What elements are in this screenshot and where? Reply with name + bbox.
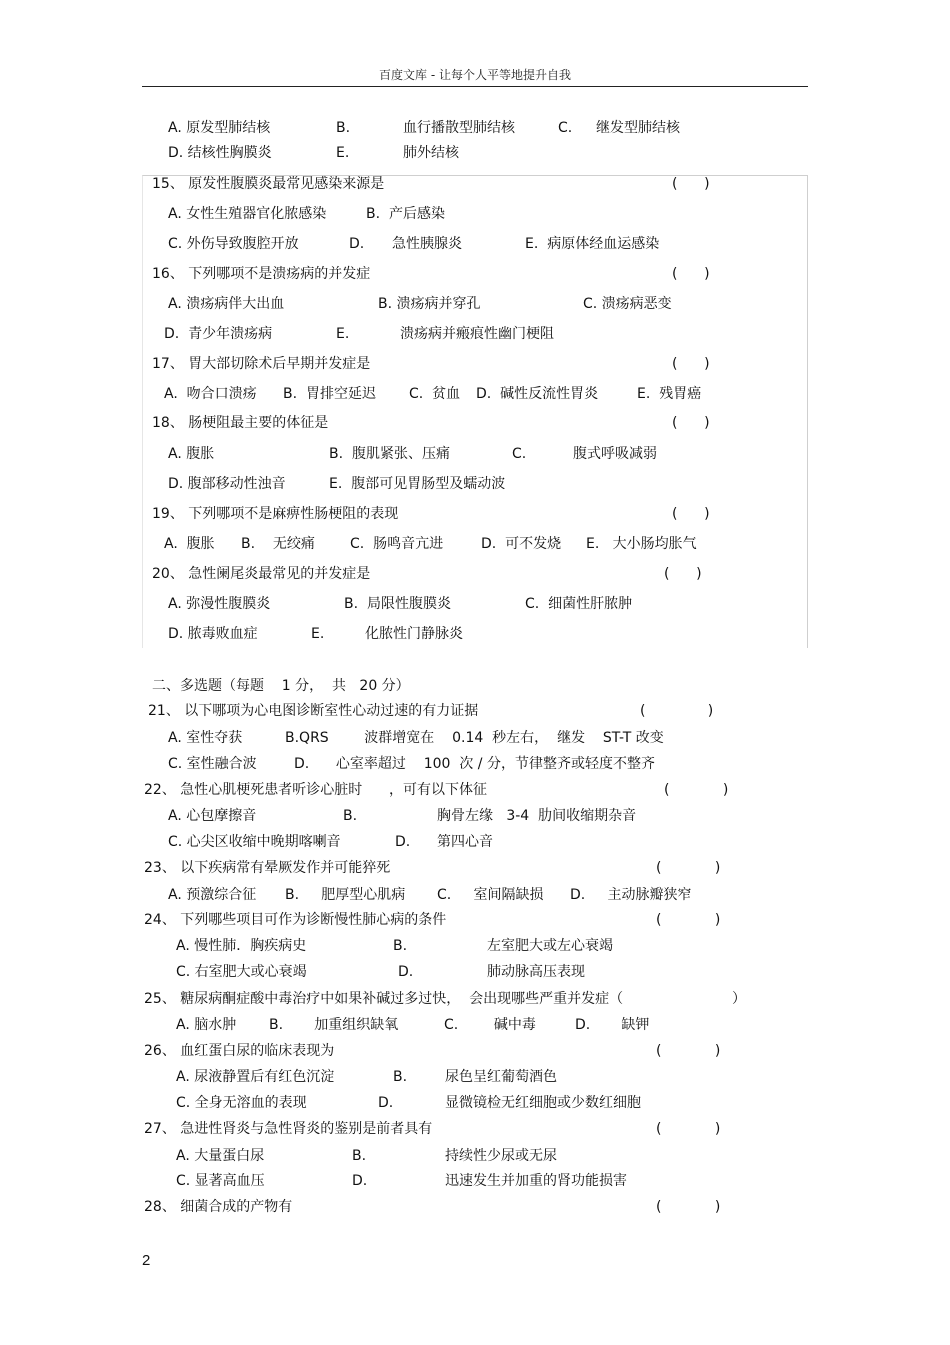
q18-option-e: E. 腹部可见胃肠型及蠕动波 <box>329 476 506 492</box>
q22-stem: 22、 急性心肌梗死患者听诊心脏时 ，可有以下体征 <box>144 782 487 798</box>
q27-answer-paren: ( ) <box>656 1121 721 1137</box>
q22-option-d: 第四心音 <box>437 834 493 850</box>
page-number: 2 <box>142 1252 151 1269</box>
q18-answer-paren: ( ) <box>672 415 710 431</box>
q20-answer-paren: ( ) <box>664 566 702 582</box>
q26-stem: 26、 血红蛋白尿的临床表现为 <box>144 1043 335 1059</box>
q14-option-b: 血行播散型肺结核 <box>403 120 515 136</box>
q15-stem: 15、 原发性腹膜炎最常见感染来源是 <box>152 176 385 192</box>
q17-option-b: B. 胃排空延迟 <box>283 386 376 402</box>
q27-stem: 27、 急进性肾炎与急性肾炎的鉴别是前者具有 <box>144 1121 433 1137</box>
q16-option-c: C. 溃疡病恶变 <box>583 296 672 312</box>
q25-option-a: A. 脑水肿 <box>176 1017 237 1033</box>
q16-option-e: 溃疡病并瘢痕性幽门梗阻 <box>400 326 554 342</box>
q26-option-c: C. 全身无溶血的表现 <box>176 1095 307 1111</box>
q27-option-b-letter: B. <box>352 1148 367 1164</box>
q23-option-d: D. 主动脉瓣狭窄 <box>570 887 692 903</box>
q17-option-a: A. 吻合口溃疡 <box>164 386 257 402</box>
q20-option-c: C. 细菌性肝脓肿 <box>525 596 633 612</box>
q25-option-c: C. 碱中毒 <box>444 1017 536 1033</box>
q20-option-b: B. 局限性腹膜炎 <box>344 596 451 612</box>
q16-option-d: D. 青少年溃疡病 <box>164 326 273 342</box>
header-rule <box>142 86 808 87</box>
q27-option-d: 迅速发生并加重的肾功能损害 <box>445 1173 627 1189</box>
q20-option-d: D. 脓毒败血症 <box>168 626 258 642</box>
q16-option-e-letter: E. <box>336 326 350 342</box>
q19-option-e: E. 大小肠均胀气 <box>586 536 697 552</box>
q17-option-c: C. 贫血 <box>409 386 461 402</box>
q19-stem: 19、 下列哪项不是麻痹性肠梗阻的表现 <box>152 506 399 522</box>
q21-option-c: C. 室性融合波 <box>168 756 257 772</box>
q28-answer-paren: ( ) <box>656 1199 721 1215</box>
q20-option-e: 化脓性门静脉炎 <box>365 626 463 642</box>
q19-option-c: C. 肠鸣音亢进 <box>350 536 444 552</box>
q14-option-e: 肺外结核 <box>403 145 459 161</box>
q20-stem: 20、 急性阑尾炎最常见的并发症是 <box>152 566 371 582</box>
q24-option-c: C. 右室肥大或心衰竭 <box>176 964 307 980</box>
q27-option-b: 持续性少尿或无尿 <box>445 1148 557 1164</box>
q23-stem: 23、 以下疾病常有晕厥发作并可能猝死 <box>144 860 391 876</box>
q16-option-b: B. 溃疡病并穿孔 <box>378 296 481 312</box>
q27-option-d-letter: D. <box>352 1173 368 1189</box>
q24-option-b-letter: B. <box>393 938 408 954</box>
q20-option-a: A. 弥漫性腹膜炎 <box>168 596 271 612</box>
q15-option-d: 急性胰腺炎 <box>392 236 462 252</box>
q15-option-c: C. 外伤导致腹腔开放 <box>168 236 299 252</box>
q24-option-a: A. 慢性肺．胸疾病史 <box>176 938 307 954</box>
q21-answer-paren: ( ) <box>640 703 714 719</box>
q18-option-c-letter: C. <box>512 446 527 462</box>
q24-stem: 24、 下列哪些项目可作为诊断慢性肺心病的条件 <box>144 912 447 928</box>
q15-option-e: E. 病原体经血运感染 <box>525 236 660 252</box>
q23-option-a: A. 预激综合征 <box>168 887 257 903</box>
q28-stem: 28、 细菌合成的产物有 <box>144 1199 293 1215</box>
q21-stem: 21、 以下哪项为心电图诊断室性心动过速的有力证据 <box>148 703 479 719</box>
page-header: 百度文库 - 让每个人平等地提升自我 <box>379 68 571 82</box>
q19-option-d: D. 可不发烧 <box>481 536 562 552</box>
q26-option-d-letter: D. <box>378 1095 394 1111</box>
q21-option-d: D. 心室率超过 100 次 / 分，节律整齐或轻度不整齐 <box>294 756 655 772</box>
q15-option-a: A. 女性生殖器官化脓感染 <box>168 206 327 222</box>
q24-answer-paren: ( ) <box>656 912 721 928</box>
q25-option-d: D. 缺钾 <box>575 1017 650 1033</box>
q22-option-c: C. 心尖区收缩中晚期喀喇音 <box>168 834 341 850</box>
q24-option-b: 左室肥大或左心衰竭 <box>487 938 613 954</box>
q15-answer-paren: ( ) <box>672 176 710 192</box>
q14-option-b-letter: B. <box>336 120 351 136</box>
q18-stem: 18、 肠梗阻最主要的体征是 <box>152 415 329 431</box>
q27-option-a: A. 大量蛋白尿 <box>176 1148 265 1164</box>
q23-option-c: C. 室间隔缺损 <box>437 887 544 903</box>
q21-option-a: A. 室性夺获 <box>168 730 243 746</box>
q20-option-e-letter: E. <box>311 626 325 642</box>
q22-option-d-letter: D. <box>395 834 411 850</box>
q17-answer-paren: ( ) <box>672 356 710 372</box>
q17-option-e: E. 残胃癌 <box>637 386 702 402</box>
q19-answer-paren: ( ) <box>672 506 710 522</box>
q14-option-d: D. 结核性胸膜炎 <box>168 145 272 161</box>
q26-option-d: 显微镜检无红细胞或少数红细胞 <box>445 1095 641 1111</box>
q24-option-d-letter: D. <box>398 964 414 980</box>
q25-answer-paren: ） <box>732 991 746 1007</box>
q22-option-b-letter: B. <box>343 808 358 824</box>
q14-option-a: A. 原发型肺结核 <box>168 120 271 136</box>
q19-option-a: A. 腹胀 <box>164 536 215 552</box>
q25-stem: 25、 糖尿病酮症酸中毒治疗中如果补碱过多过快， 会出现哪些严重并发症（ <box>144 991 624 1007</box>
section-title: 二、多选题（每题 1 分， 共 20 分） <box>152 678 410 694</box>
q18-option-d: D. 腹部移动性浊音 <box>168 476 286 492</box>
q17-option-d: D. 碱性反流性胃炎 <box>476 386 599 402</box>
q22-option-a: A. 心包摩擦音 <box>168 808 257 824</box>
q23-answer-paren: ( ) <box>656 860 721 876</box>
q26-option-b-letter: B. <box>393 1069 408 1085</box>
q22-answer-paren: ( ) <box>664 782 729 798</box>
q25-option-b: B. 加重组织缺氧 <box>269 1017 399 1033</box>
q22-option-b: 胸骨左缘 3-4 肋间收缩期杂音 <box>437 808 637 824</box>
q19-option-b: B. 无绞痛 <box>241 536 315 552</box>
q18-option-b: B. 腹肌紧张、压痛 <box>329 446 450 462</box>
q16-answer-paren: ( ) <box>672 266 710 282</box>
q15-option-b: B. 产后感染 <box>366 206 445 222</box>
q16-option-a: A. 溃疡病伴大出血 <box>168 296 285 312</box>
q26-option-a: A. 尿液静置后有红色沉淀 <box>176 1069 335 1085</box>
q14-option-c: 继发型肺结核 <box>596 120 680 136</box>
q15-option-d-letter: D. <box>349 236 365 252</box>
q14-option-c-letter: C. <box>558 120 573 136</box>
q17-stem: 17、 胃大部切除术后早期并发症是 <box>152 356 371 372</box>
q16-stem: 16、 下列哪项不是溃疡病的并发症 <box>152 266 371 282</box>
q26-option-b: 尿色呈红葡萄酒色 <box>445 1069 557 1085</box>
q26-answer-paren: ( ) <box>656 1043 721 1059</box>
q21-option-b: B.QRS 波群增宽在 0.14 秒左右， 继发 ST-T 改变 <box>285 730 664 746</box>
q18-option-a: A. 腹胀 <box>168 446 215 462</box>
q24-option-d: 肺动脉高压表现 <box>487 964 585 980</box>
q27-option-c: C. 显著高血压 <box>176 1173 265 1189</box>
q14-option-e-letter: E. <box>336 145 350 161</box>
q18-option-c: 腹式呼吸减弱 <box>573 446 657 462</box>
q23-option-b: B. 肥厚型心肌病 <box>285 887 406 903</box>
